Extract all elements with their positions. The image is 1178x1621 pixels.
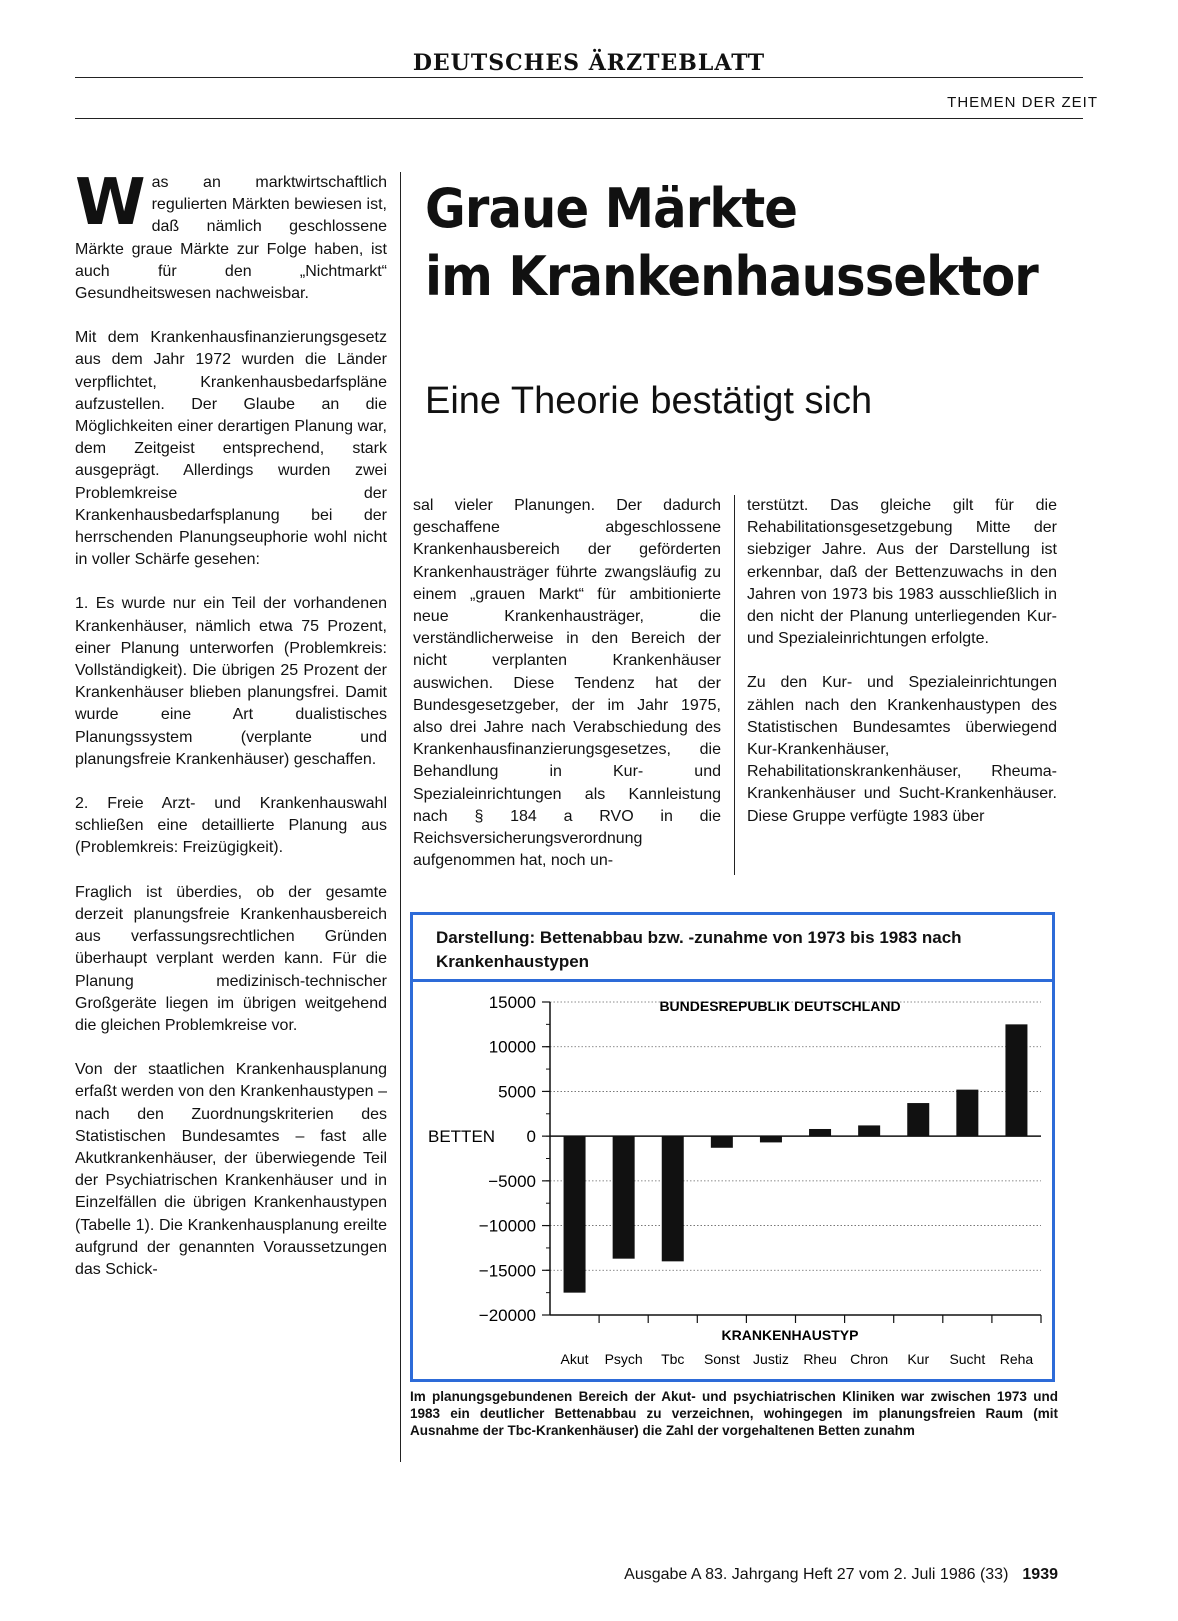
x-tick-label: Sucht — [949, 1351, 986, 1367]
x-tick-label: Psych — [604, 1351, 643, 1367]
x-tick-label: Akut — [560, 1351, 589, 1367]
x-tick-label: Kur — [907, 1351, 930, 1367]
headline — [425, 175, 1038, 311]
y-tick-label: 15000 — [488, 993, 536, 1012]
column-3 — [747, 495, 1057, 850]
y-tick-label: 0 — [526, 1127, 536, 1147]
bar — [809, 1129, 831, 1136]
x-tick-label: Tbc — [661, 1351, 685, 1367]
col1-paragraph: Mit dem Krankenhausfinanzierungsgesetz aus dem Jahr 1972 wurden die Länder verpflichtet, Krankenhausbedarfspläne aufzustellen. Der Glaube an die Möglichkeiten einer derartigen Planung war, dem Zeitgeist entsprechend, stark ausgeprägt. Allerdings wurden zwei Problemkreise der Krankenhausbedarfsplanung bei der herrschenden Planungseuphorie wohl nicht in voller Schärfe gesehen: — [75, 329, 387, 569]
y-tick-label: 5000 — [498, 1082, 536, 1102]
dropcap: W — [75, 166, 146, 240]
bar — [613, 1136, 635, 1259]
headline-line-1: Graue Märkte — [425, 177, 798, 240]
col1-paragraph: 1. Es wurde nur ein Teil der vorhandenen Krankenhäuser, nämlich etwa 75 Prozent, einer Planung unterworfen (Problemkreis: Vollständigkeit). Die übrigen 25 Prozent der Krankenhäuser blieben planungsfrei. Damit wurde eine Art dualistisches Planungssystem (verplante und planungsfreie Krankenhäuser) geschaffen. — [75, 595, 387, 768]
col1-paragraph: 2. Freie Arzt- und Krankenhauswahl schließen eine detaillierte Planung aus (Problemkreis: Freizügigkeit). — [75, 795, 387, 857]
y-tick-label: 10000 — [488, 1037, 536, 1057]
y-axis-label: BETTEN — [428, 1127, 496, 1146]
x-tick-label: Rheu — [803, 1351, 837, 1367]
masthead: DEUTSCHES ÄRZTEBLATT — [412, 50, 766, 76]
bar — [564, 1136, 586, 1293]
section-rule — [75, 118, 1083, 119]
masthead-rule — [75, 77, 1083, 78]
bar — [907, 1103, 929, 1136]
intro-paragraph — [75, 166, 387, 305]
bar — [956, 1090, 978, 1137]
bar — [662, 1136, 684, 1261]
x-tick-label: Sonst — [703, 1351, 740, 1367]
column-divider — [400, 172, 401, 1462]
chart-title: Darstellung: Bettenabbau bzw. -zunahme von 1973 bis 1983 nach Krankenhaustypen — [436, 928, 962, 971]
y-tick-label: −15000 — [478, 1261, 536, 1281]
col1-paragraph: Von der staatlichen Krankenhausplanung erfaßt werden von den Krankenhaustypen – nach den Zuordnungskriterien des Statistischen Bundesamtes – fast alle Akutkrankenhäuser, der überwiegende Teil der Psychiatrischen Krankenhäuser und in Einzelfällen die übrigen Krankenhaustypen (Tabelle 1). Die Krankenhausplanung ereilte aufgrund der genannten Voraussetzungen das Schick- — [75, 1061, 387, 1278]
col3-paragraph: Zu den Kur- und Spezialeinrichtungen zählen nach den Krankenhaustypen des Statistischen Bundesamtes überwiegend Kur-Krankenhäuser, Rehabilitationskrankenhäuser, Rheuma-Krankenhäuser und Sucht-Krankenhäuser. Diese Gruppe verfügte 1983 über — [747, 674, 1057, 825]
bar-chart — [413, 982, 1053, 1378]
issue-info: Ausgabe A 83. Jahrgang Heft 27 vom 2. Juli 1986 (33) — [624, 1566, 1009, 1583]
subhead: Eine Theorie bestätigt sich — [425, 380, 873, 422]
chart-heading: BUNDESREPUBLIK DEUTSCHLAND — [659, 998, 901, 1014]
headline-line-2: im Krankenhaussektor — [425, 245, 1038, 308]
y-tick-label: −5000 — [488, 1171, 536, 1191]
footer — [624, 1566, 1058, 1584]
col1-paragraph: Fraglich ist überdies, ob der gesamte derzeit planungsfreie Krankenhausbereich aus verfassungsrechtlichen Gründen überhaupt verplant werden kann. Für die Planung medizinisch-technischer Großgeräte liegen im übrigen weitgehend die gleichen Problemkreise vor. — [75, 883, 387, 1034]
bar — [1005, 1024, 1027, 1136]
section-label: THEMEN DER ZEIT — [947, 94, 1098, 111]
page-number: 1939 — [1022, 1566, 1058, 1583]
bar — [711, 1136, 733, 1148]
chart-caption: Im planungsgebundenen Bereich der Akut- und psychiatrischen Kliniken war zwischen 1973 und 1983 ein deutlicher Bettenabbau zu verzeichnen, wohingegen im planungsfreien Raum (mit Ausnahme der Tbc-Krankenhäuser) die Zahl der vorgehaltenen Betten zunahm — [410, 1389, 1058, 1438]
y-tick-label: −20000 — [478, 1306, 536, 1325]
y-tick-label: −10000 — [478, 1216, 536, 1236]
x-tick-label: Reha — [999, 1351, 1034, 1367]
col3-paragraph: terstützt. Das gleiche gilt für die Rehabilitationsgesetzgebung Mitte der siebziger Jahre. Aus der Darstellung ist erkennbar, daß der Bettenzuwachs in den Jahren von 1973 bis 1983 ausschließlich in den nicht der Planung unterliegenden Kur- und Spezialeinrichtungen erfolgte. — [747, 497, 1057, 648]
intro-text: as an marktwirtschaftlich regulierten Märkten bewiesen ist, daß nämlich geschlossene Märkte graue Märkte zur Folge haben, ist auch für den „Nichtmarkt“ Gesundheitswesen nachweisbar. — [75, 174, 387, 303]
column-2 — [413, 495, 721, 894]
x-tick-label: Chron — [850, 1351, 889, 1367]
x-axis-label: KRANKENHAUSTYP — [721, 1327, 859, 1343]
col2-paragraph: sal vieler Planungen. Der dadurch geschaffene abgeschlossene Krankenhausbereich der geförderten Krankenhausträger führte zwangsläufig zu einem „grauen Markt“ für ambitionierte neue Krankenhausträger, die verständlicherweise in den Bereich der nicht verplanten Krankenhäuser auswichen. Diese Tendenz hat der Bundesgesetzgeber, der im Jahr 1975, also drei Jahre nach Verabschiedung des Krankenhausfinanzierungsgesetzes, die Behandlung in Kur- und Spezialeinrichtungen als Kannleistung nach § 184 a RVO in die Reichsversicherungsverordnung aufgenommen hat, noch un- — [413, 497, 721, 870]
x-tick-label: Justiz — [753, 1351, 789, 1367]
bar — [858, 1125, 880, 1136]
column-divider-2 — [734, 495, 735, 875]
bar — [760, 1136, 782, 1142]
column-1 — [75, 166, 387, 1303]
